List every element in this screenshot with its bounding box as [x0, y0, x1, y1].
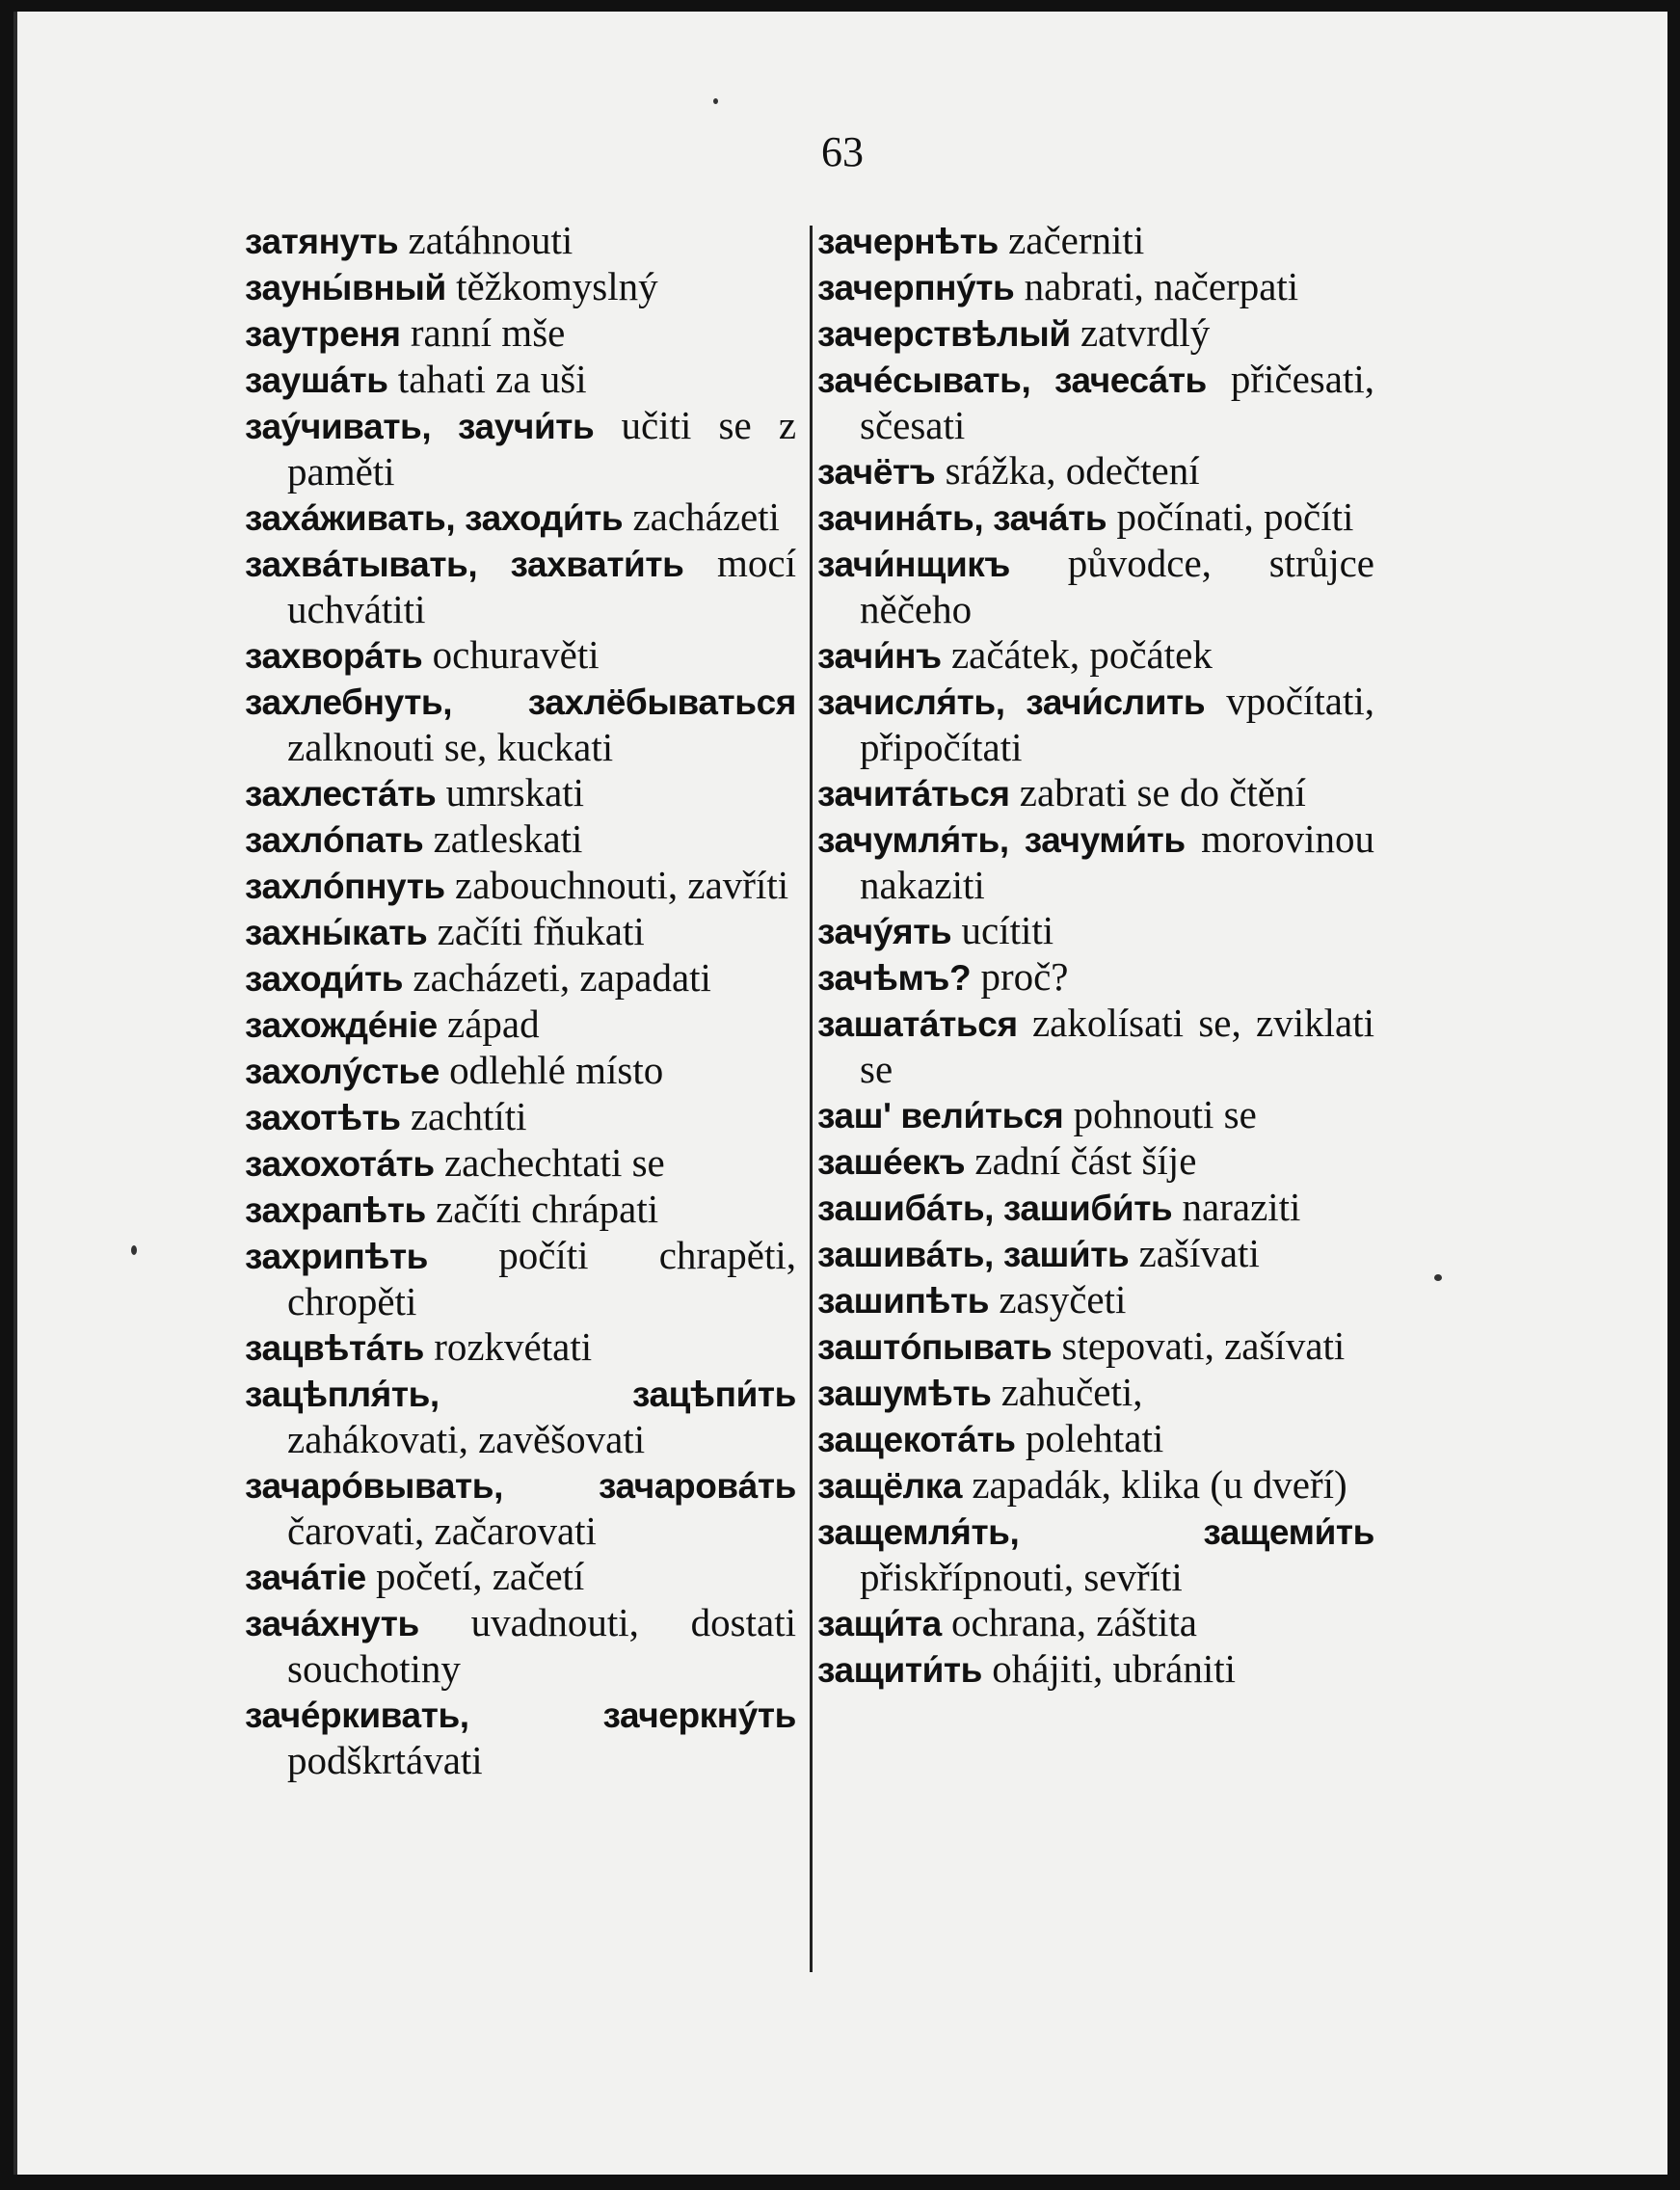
left-column: [245, 218, 796, 1783]
entry-definition: zapadák, klika (u dveří): [972, 1462, 1347, 1507]
dictionary-entry: [245, 1371, 796, 1462]
entry-definition: ochuravěti: [432, 632, 600, 677]
entry-definition: začátek, počátek: [950, 632, 1213, 677]
entry-definition: mocí uchvátiti: [287, 541, 796, 631]
entry-definition: ranní mše: [410, 310, 566, 355]
page-number: 63: [821, 128, 864, 175]
dictionary-entry: [245, 1554, 796, 1600]
dictionary-entry: [817, 1646, 1374, 1693]
entry-definition: zachtíti: [410, 1094, 527, 1138]
dictionary-entry: [817, 954, 1374, 1001]
entry-definition: zasyčeti: [999, 1277, 1127, 1322]
column-divider: [810, 226, 813, 1972]
entry-definition: začerniti: [1008, 218, 1145, 262]
entry-headword: защити́ть: [817, 1650, 982, 1690]
entry-headword: захлестáть: [245, 774, 437, 814]
print-speck: [1434, 1274, 1442, 1281]
dictionary-entry: [817, 310, 1374, 357]
entry-headword: зашумѣть: [817, 1374, 992, 1413]
entry-definition: původce, strůjce něčeho: [860, 541, 1374, 631]
entry-headword: зачи́нъ: [817, 636, 942, 676]
entry-definition: uvadnouti, dostati souchotiny: [287, 1600, 796, 1691]
dictionary-entry: [245, 494, 796, 541]
entry-headword: зацѣпля́ть, зацѣпи́ть: [245, 1375, 796, 1414]
dictionary-entry: [245, 541, 796, 632]
dictionary-entry: [245, 770, 796, 816]
entry-headword: зачáхнуть: [245, 1604, 419, 1643]
dictionary-entry: [245, 264, 796, 310]
print-speck: [131, 1245, 137, 1255]
dictionary-entry: [817, 1231, 1374, 1277]
entry-headword: заýчивать, заучи́ть: [245, 407, 595, 446]
entry-definition: těžkomyslný: [456, 264, 658, 308]
entry-definition: přičesati, sčesati: [860, 357, 1374, 447]
entry-headword: зачéркивать, зачеркнýть: [245, 1696, 796, 1735]
dictionary-entry: [245, 632, 796, 679]
entry-headword: заушáть: [245, 361, 388, 400]
entry-definition: čarovati, začarovati: [287, 1509, 597, 1553]
entry-definition: proč?: [980, 954, 1069, 999]
dictionary-entry: [817, 541, 1374, 632]
entry-headword: зашипѣть: [817, 1281, 990, 1321]
dictionary-entry: [817, 1416, 1374, 1462]
entry-headword: защёлка: [817, 1466, 963, 1506]
entry-headword: захлебнуть, захлёбываться: [245, 682, 796, 722]
entry-definition: učiti se z paměti: [287, 403, 797, 494]
entry-definition: přiskřípnouti, sevříti: [860, 1555, 1183, 1599]
entry-definition: odlehlé místo: [449, 1048, 664, 1092]
dictionary-entry: [817, 357, 1374, 448]
entry-definition: nabrati, načerpati: [1024, 264, 1299, 308]
dictionary-entry: [817, 1370, 1374, 1416]
entry-definition: vpočítati, připočítati: [860, 679, 1374, 769]
dictionary-entry: [817, 1323, 1374, 1370]
entry-definition: ohájiti, ubrániti: [992, 1646, 1237, 1691]
dictionary-entry: [817, 1462, 1374, 1509]
dictionary-entry: [817, 679, 1374, 770]
entry-definition: začíti fňukati: [437, 909, 645, 953]
entry-headword: зашибáть, зашиби́ть: [817, 1188, 1173, 1228]
dictionary-entry: [817, 448, 1374, 494]
entry-headword: захвáтывать, захвати́ть: [245, 545, 684, 584]
entry-headword: зашивáть, заши́ть: [817, 1235, 1130, 1274]
entry-definition: zalknouti se, kuckati: [287, 725, 614, 769]
dictionary-entry: [817, 1092, 1374, 1138]
dictionary-entry: [245, 357, 796, 403]
entry-definition: stepovati, zašívati: [1061, 1323, 1346, 1368]
entry-definition: zašívati: [1138, 1231, 1260, 1275]
entry-headword: захворáть: [245, 636, 423, 676]
dictionary-entry: [817, 1277, 1374, 1323]
entry-headword: зацвѣтáть: [245, 1328, 424, 1368]
entry-headword: защемля́ть, защеми́ть: [817, 1512, 1374, 1552]
entry-headword: защекотáть: [817, 1420, 1016, 1459]
entry-definition: západ: [447, 1002, 540, 1046]
print-speck: [713, 98, 718, 104]
entry-headword: затянуть: [245, 222, 399, 261]
entry-headword: захрипѣть: [245, 1237, 429, 1276]
dictionary-entry: [817, 1001, 1374, 1092]
dictionary-entry: [245, 310, 796, 357]
entry-headword: захлóпнуть: [245, 867, 445, 906]
entry-headword: заштóпывать: [817, 1327, 1053, 1367]
entry-definition: zachechtati se: [443, 1140, 665, 1185]
dictionary-entry: [245, 403, 796, 494]
dictionary-entry: [817, 908, 1374, 954]
entry-definition: zatleskati: [433, 816, 583, 861]
dictionary-entry: [245, 863, 796, 909]
entry-headword: заутреня: [245, 314, 401, 354]
entry-headword: захолýстье: [245, 1052, 440, 1091]
entry-headword: захрапѣть: [245, 1190, 426, 1230]
entry-definition: zakolísati se, zviklati se: [860, 1001, 1374, 1091]
dictionary-entry: [245, 679, 796, 770]
entry-headword: зачарóвывать, зачаровáть: [245, 1466, 796, 1506]
dictionary-entry: [245, 1140, 796, 1187]
dictionary-entry: [817, 218, 1374, 264]
entry-definition: polehtati: [1025, 1416, 1164, 1460]
dictionary-entry: [245, 1692, 796, 1783]
entry-headword: зачи́нщикъ: [817, 545, 1010, 584]
entry-definition: zatáhnouti: [408, 218, 573, 262]
entry-definition: ochrana, záštita: [951, 1600, 1197, 1644]
entry-headword: зачéсывать, зачесáть: [817, 361, 1207, 400]
entry-headword: зашатáться: [817, 1004, 1018, 1044]
dictionary-entry: [245, 1048, 796, 1094]
entry-definition: pohnouti se: [1073, 1092, 1257, 1136]
entry-definition: srážka, odečtení: [945, 448, 1200, 493]
entry-definition: početí, začetí: [376, 1554, 585, 1598]
dictionary-entry: [817, 1509, 1374, 1600]
entry-headword: зачерствѣлый: [817, 314, 1071, 354]
entry-headword: зашéекъ: [817, 1142, 966, 1182]
right-column: [817, 218, 1374, 1693]
dictionary-entry: [245, 1233, 796, 1324]
entry-definition: zacházeti, zapadati: [413, 955, 711, 1000]
entry-headword: зачисля́ть, зачи́слить: [817, 682, 1206, 722]
dictionary-entry: [245, 816, 796, 863]
entry-headword: захлóпать: [245, 820, 424, 860]
entry-headword: зачýять: [817, 912, 952, 951]
entry-headword: захохотáть: [245, 1144, 435, 1184]
dictionary-page: [13, 12, 1667, 2175]
dictionary-entry: [245, 1094, 796, 1140]
entry-definition: zahákovati, zavěšovati: [287, 1417, 646, 1461]
entry-definition: morovinou nakaziti: [860, 816, 1374, 907]
dictionary-entry: [245, 1187, 796, 1233]
entry-definition: ucítiti: [961, 908, 1054, 952]
entry-definition: začíti chrápati: [436, 1187, 659, 1231]
dictionary-entry: [817, 1600, 1374, 1646]
entry-definition: tahati za uši: [397, 357, 587, 401]
entry-definition: rozkvétati: [434, 1324, 593, 1369]
entry-definition: zadní část šíje: [974, 1138, 1197, 1183]
entry-headword: зачáтіе: [245, 1558, 366, 1597]
entry-headword: зачинáть, зачáть: [817, 498, 1107, 538]
dictionary-entry: [245, 1002, 796, 1048]
dictionary-entry: [817, 494, 1374, 541]
entry-definition: zahučeti,: [1000, 1370, 1143, 1414]
dictionary-entry: [245, 909, 796, 955]
dictionary-entry: [817, 816, 1374, 908]
entry-definition: naraziti: [1182, 1185, 1301, 1229]
entry-headword: зачумля́ть, зачуми́ть: [817, 820, 1186, 860]
dictionary-entry: [817, 632, 1374, 679]
entry-headword: зачѣмъ?: [817, 958, 972, 998]
dictionary-entry: [817, 770, 1374, 816]
entry-headword: зачерпнýть: [817, 268, 1015, 307]
entry-headword: захотѣть: [245, 1098, 401, 1137]
dictionary-entry: [817, 264, 1374, 310]
entry-headword: зачернѣть: [817, 222, 999, 261]
entry-definition: zacházeti: [632, 494, 780, 539]
dictionary-entry: [245, 1600, 796, 1692]
entry-headword: зачётъ: [817, 452, 936, 492]
dictionary-entry: [245, 1462, 796, 1554]
entry-definition: podškrtávati: [287, 1738, 483, 1782]
entry-headword: захождéніе: [245, 1005, 438, 1045]
dictionary-entry: [817, 1138, 1374, 1185]
dictionary-entry: [245, 1324, 796, 1371]
entry-headword: зачитáться: [817, 774, 1010, 814]
entry-headword: заш' вели́ться: [817, 1096, 1064, 1135]
dictionary-entry: [817, 1185, 1374, 1231]
entry-headword: захны́кать: [245, 913, 428, 952]
entry-headword: защи́та: [817, 1604, 942, 1643]
dictionary-entry: [245, 955, 796, 1002]
entry-definition: zabouchnouti, zavříti: [455, 863, 789, 907]
entry-headword: зауны́вный: [245, 268, 446, 307]
entry-headword: захáживать, заходи́ть: [245, 498, 624, 538]
entry-headword: заходи́ть: [245, 959, 404, 999]
entry-definition: počíti chrapěti, chropěti: [287, 1233, 796, 1323]
dictionary-entry: [245, 218, 796, 264]
entry-definition: počínati, počíti: [1116, 494, 1354, 539]
entry-definition: umrskati: [445, 770, 585, 815]
entry-definition: zatvrdlý: [1080, 310, 1211, 355]
entry-definition: zabrati se do čtění: [1019, 770, 1306, 815]
